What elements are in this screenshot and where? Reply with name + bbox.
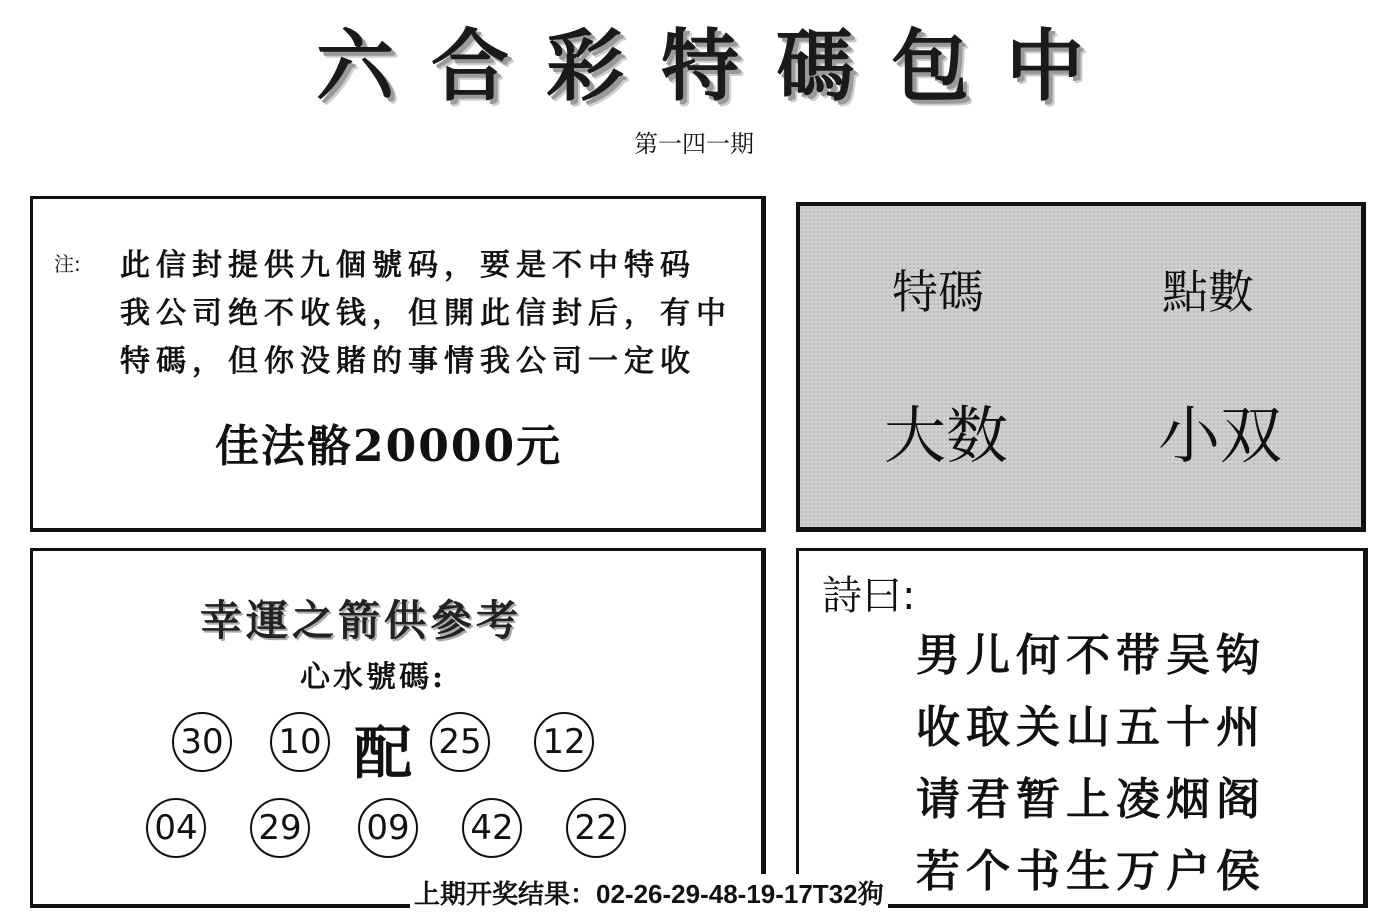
pair-label: 配 [354,719,413,787]
special-code-value: 大数 [884,399,1009,472]
previous-result: 上期开奖结果：02-26-29-48-19-17T32狗 [410,874,888,911]
points-heading: 點數 [1162,265,1254,319]
number-ball: 10 [270,712,330,772]
note-line: 我公司绝不收钱，但開此信封后，有中 [120,296,732,331]
poem-label: 詩曰: [822,573,916,619]
poem-line: 若个书生万户侯 [916,846,1266,897]
title-char: 合 [430,21,509,112]
number-ball: 09 [358,798,418,858]
poem-text [916,620,1266,908]
lucky-title: 幸運之箭供參考 [200,596,523,645]
number-ball: 29 [250,798,310,858]
title-char: 包 [890,21,969,112]
number-ball: 25 [430,712,490,772]
special-code-heading: 特碼 [892,265,984,319]
poem-line: 收取关山五十州 [916,702,1266,753]
number-ball: 42 [462,798,522,858]
page-title [300,10,1100,110]
lucky-subtitle: 心水號碼: [300,660,447,695]
special-code-box [796,202,1366,532]
title-char: 碼 [775,21,854,112]
issue-number: 第一四一期 [634,130,754,158]
note-label: 注: [54,252,81,276]
title-char: 特 [660,21,739,112]
prize-text: 佳法骼20000元 [215,421,563,472]
number-ball: 30 [172,712,232,772]
number-ball: 22 [566,798,626,858]
points-value: 小双 [1158,399,1283,472]
title-char: 彩 [545,21,624,112]
title-char: 中 [1005,21,1084,112]
poem-line: 男儿何不带吴钩 [916,630,1266,681]
poem-line: 请君暂上凌烟阁 [916,774,1266,825]
note-line: 特碼，但你没賭的事情我公司一定收 [120,344,696,379]
note-line: 此信封提供九個號码，要是不中特码 [120,248,696,283]
number-ball: 04 [146,798,206,858]
number-ball: 12 [534,712,594,772]
note-text [120,242,740,386]
title-char: 六 [315,21,394,112]
